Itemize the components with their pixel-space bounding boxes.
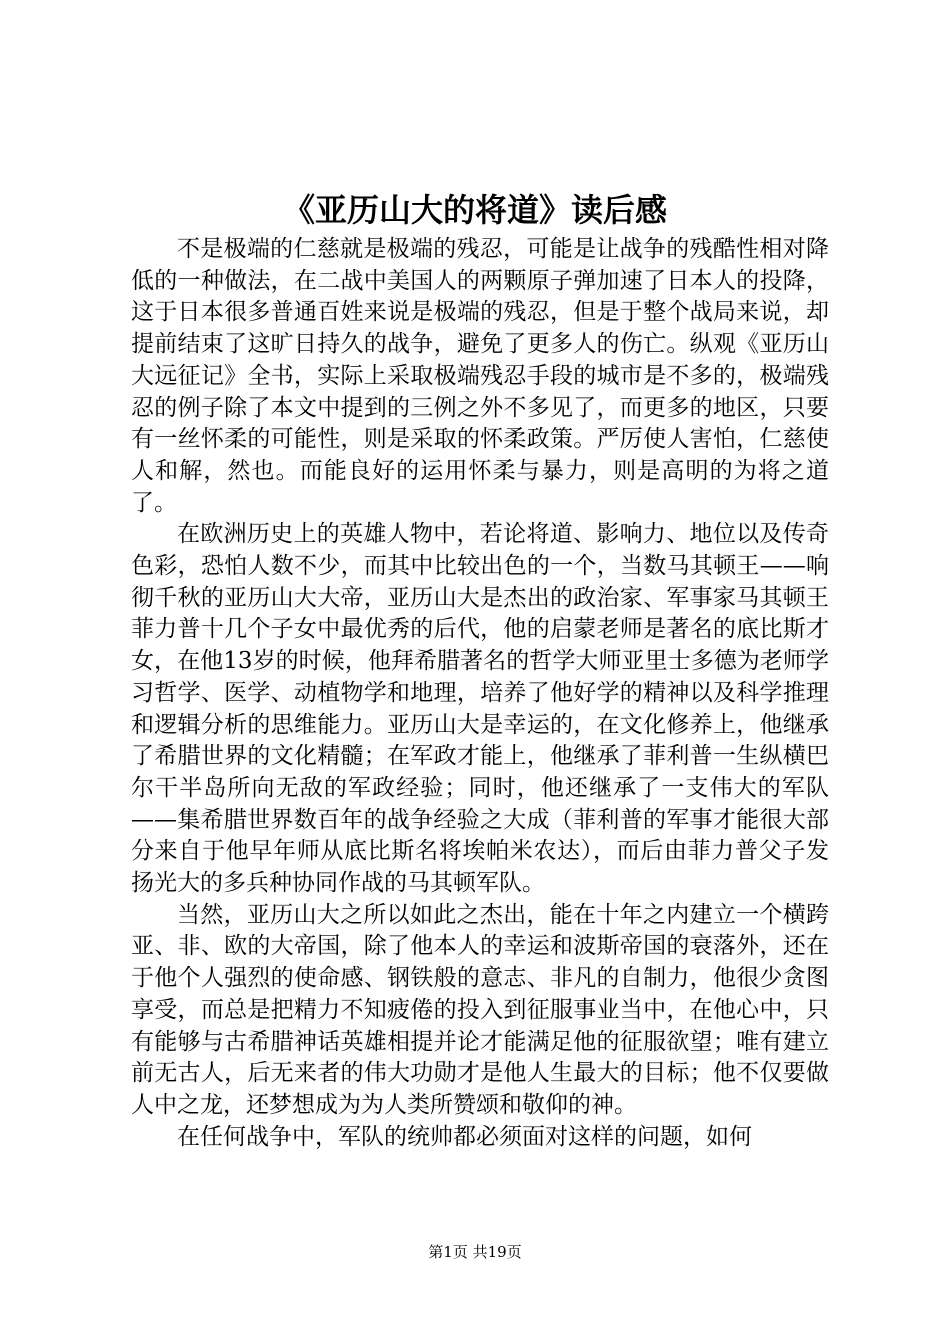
document-body bbox=[131, 234, 829, 1153]
paragraph-2: 在欧洲历史上的英雄人物中，若论将道、影响力、地位以及传奇色彩，恐怕人数不少，而其中比较出色的一个，当数马其顿王——响彻千秋的亚历山大大帝，亚历山大是杰出的政治家、军事家马其顿王菲力普十几个子女中最优秀的后代，他的启蒙老师是著名的底比斯才女，在他13岁的时候，他拜希腊著名的哲学大师亚里士多德为老师学习哲学、医学、动植物学和地理，培养了他好学的精神以及科学推理和逻辑分析的思维能力。亚历山大是幸运的，在文化修养上，他继承了希腊世界的文化精髓；在军政才能上，他继承了菲利普一生纵横巴尔干半岛所向无敌的军政经验；同时，他还继承了一支伟大的军队——集希腊世界数百年的战争经验之大成（菲利普的军事才能很大部分来自于他早年师从底比斯名将埃帕米农达），而后由菲力普父子发扬光大的多兵种协同作战的马其顿军队。 bbox=[131, 521, 829, 897]
page-number-footer: 第1页 共19页 bbox=[428, 1243, 522, 1261]
paragraph-1: 不是极端的仁慈就是极端的残忍，可能是让战争的残酷性相对降低的一种做法，在二战中美国人的两颗原子弹加速了日本人的投降，这于日本很多普通百姓来说是极端的残忍，但是于整个战局来说，却提前结束了这旷日持久的战争，避免了更多人的伤亡。纵观《亚历山大远征记》全书，实际上采取极端残忍手段的城市是不多的，极端残忍的例子除了本文中提到的三例之外不多见了，而更多的地区，只要有一丝怀柔的可能性，则是采取的怀柔政策。严厉使人害怕，仁慈使人和解，然也。而能良好的运用怀柔与暴力，则是高明的为将之道了。 bbox=[131, 236, 829, 516]
paragraph-4: 在任何战争中，军队的统帅都必须面对这样的问题，如何 bbox=[177, 1123, 752, 1150]
document-title: 《亚历山大的将道》读后感 bbox=[282, 191, 667, 229]
paragraph-3: 当然，亚历山大之所以如此之杰出，能在十年之内建立一个横跨亚、非、欧的大帝国，除了他本人的幸运和波斯帝国的衰落外，还在于他个人强烈的使命感、钢铁般的意志、非凡的自制力，他很少贪图享受，而总是把精力不知疲倦的投入到征服事业当中，在他心中，只有能够与古希腊神话英雄相提并论才能满足他的征服欲望；唯有建立前无古人，后无来者的伟大功勋才是他人生最大的目标；他不仅要做人中之龙，还梦想成为为人类所赞颂和敬仰的神。 bbox=[131, 901, 829, 1118]
